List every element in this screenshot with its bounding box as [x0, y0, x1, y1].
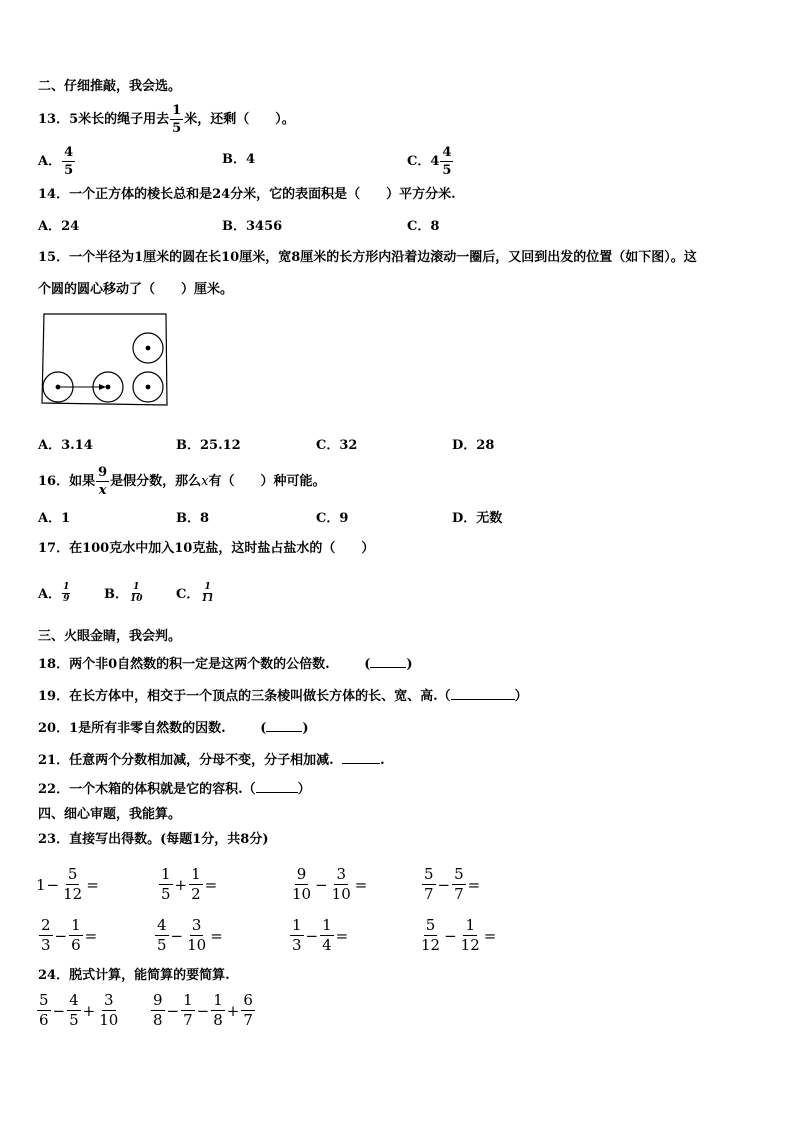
q16-option-b[interactable]: B．8	[176, 511, 210, 526]
question-16: 16．如果 $\frac{9}{x}$ 是假分数，那么 x 有（ ）种可能。	[38, 465, 326, 498]
q13-option-b[interactable]: B．4	[222, 152, 256, 167]
section-heading-2: 二、仔细推敲，我会选。	[38, 79, 182, 94]
q13-option-a[interactable]: A． $\frac{4}{5}$	[38, 145, 74, 178]
q23-problem-6: $\frac{4}{5}$ − $\frac{3}{10}$ =	[157, 916, 223, 954]
rolling-circle-diagram	[40, 311, 170, 409]
q20-answer-blank[interactable]	[266, 720, 302, 732]
q23-problem-2: $\frac{1}{5}$ + $\frac{1}{2}$ =	[161, 865, 218, 903]
question-14: 14．一个正方体的棱长总和是24分米，它的表面积是（ ）平方分米.	[38, 187, 456, 202]
q18-answer-blank[interactable]	[370, 656, 406, 668]
q14-option-b[interactable]: B．3456	[222, 219, 283, 234]
q15-option-d[interactable]: D．28	[452, 438, 495, 453]
q14-option-c[interactable]: C．8	[407, 219, 440, 234]
q16-option-d[interactable]: D．无数	[452, 511, 503, 526]
section-heading-4: 四、细心审题，我能算。	[38, 807, 182, 822]
q24-expression-1: $\frac{5}{6}$ − $\frac{4}{5}$ + $\frac{3}{10}$	[39, 991, 119, 1029]
q17-option-c[interactable]: C． $\frac{1}{11}$	[176, 582, 214, 604]
q13-prefix: 13．5米长的绳子用去	[38, 112, 170, 127]
question-20: 20．1是所有非零自然数的因数. ( )	[38, 721, 309, 736]
question-15-line-1: 15．一个半径为1厘米的圆在长10厘米，宽8厘米的长方形内沿着边滚动一圈后，又回到出发的位置（如下图）。这	[38, 250, 697, 265]
q16-fraction: $\frac{9}{x}$	[98, 465, 108, 498]
question-23: 23．直接写出得数。(每题1分，共8分)	[38, 832, 269, 847]
q23-problem-7: $\frac{1}{3}$ − $\frac{1}{4}$ =	[292, 916, 349, 954]
question-22: 22．一个木箱的体积就是它的容积.（ ）	[38, 782, 311, 797]
question-13	[38, 104, 295, 135]
q15-option-a[interactable]: A．3.14	[38, 438, 93, 453]
q23-problem-1: 1 − $\frac{5}{12}$ =	[36, 865, 99, 903]
q15-option-c[interactable]: C．32	[316, 438, 358, 453]
q13-option-c-mixed-number: 4 $\frac{4}{5}$	[430, 145, 452, 178]
q19-answer-blank[interactable]	[451, 688, 515, 700]
question-19: 19．在长方体中，相交于一个顶点的三条棱叫做长方体的长、宽、高.（ ）	[38, 689, 528, 704]
question-15-line-2: 个圆的圆心移动了（ ）厘米。	[38, 282, 234, 297]
q24-expression-2: $\frac{9}{8}$ − $\frac{1}{7}$ − $\frac{1}{8}$ + $\frac{6}{7}$	[153, 991, 253, 1029]
section-heading-3: 三、火眼金睛，我会判。	[38, 629, 182, 644]
question-17: 17．在100克水中加入10克盐，这时盐占盐水的（ ）	[38, 541, 375, 556]
q13-suffix: 米，还剩（ ）。	[184, 112, 295, 127]
q23-problem-5: $\frac{2}{3}$ − $\frac{1}{6}$ =	[41, 916, 98, 954]
question-24: 24．脱式计算，能简算的要简算.	[38, 968, 230, 983]
motion-arrow-head	[99, 384, 106, 390]
question-18: 18．两个非0自然数的积一定是这两个数的公倍数. ( )	[38, 657, 413, 672]
q17-option-b[interactable]: B． $\frac{1}{10}$	[104, 582, 143, 604]
q23-problem-4: $\frac{5}{7}$ − $\frac{5}{7}$ =	[424, 865, 481, 903]
q21-answer-blank[interactable]	[342, 752, 380, 764]
q23-problem-3: $\frac{9}{10}$ − $\frac{3}{10}$ =	[292, 865, 368, 903]
q23-problem-8: $\frac{5}{12}$ − $\frac{1}{12}$ =	[421, 916, 497, 954]
q17-option-a[interactable]: A． $\frac{1}{9}$	[38, 582, 70, 604]
q13-option-c[interactable]: C． 4 $\frac{4}{5}$	[407, 146, 454, 177]
q13-option-a-fraction: $\frac{4}{5}$	[64, 145, 74, 178]
q15-option-b[interactable]: B．25.12	[176, 438, 241, 453]
q16-option-a[interactable]: A．1	[38, 511, 71, 526]
q14-option-a[interactable]: A．24	[38, 219, 80, 234]
question-21: 21．任意两个分数相加减，分母不变，分子相加减. .	[38, 753, 385, 768]
q13-fraction: $\frac{1}{5}$	[172, 103, 182, 136]
q22-answer-blank[interactable]	[256, 781, 298, 793]
q16-option-c[interactable]: C．9	[316, 511, 349, 526]
